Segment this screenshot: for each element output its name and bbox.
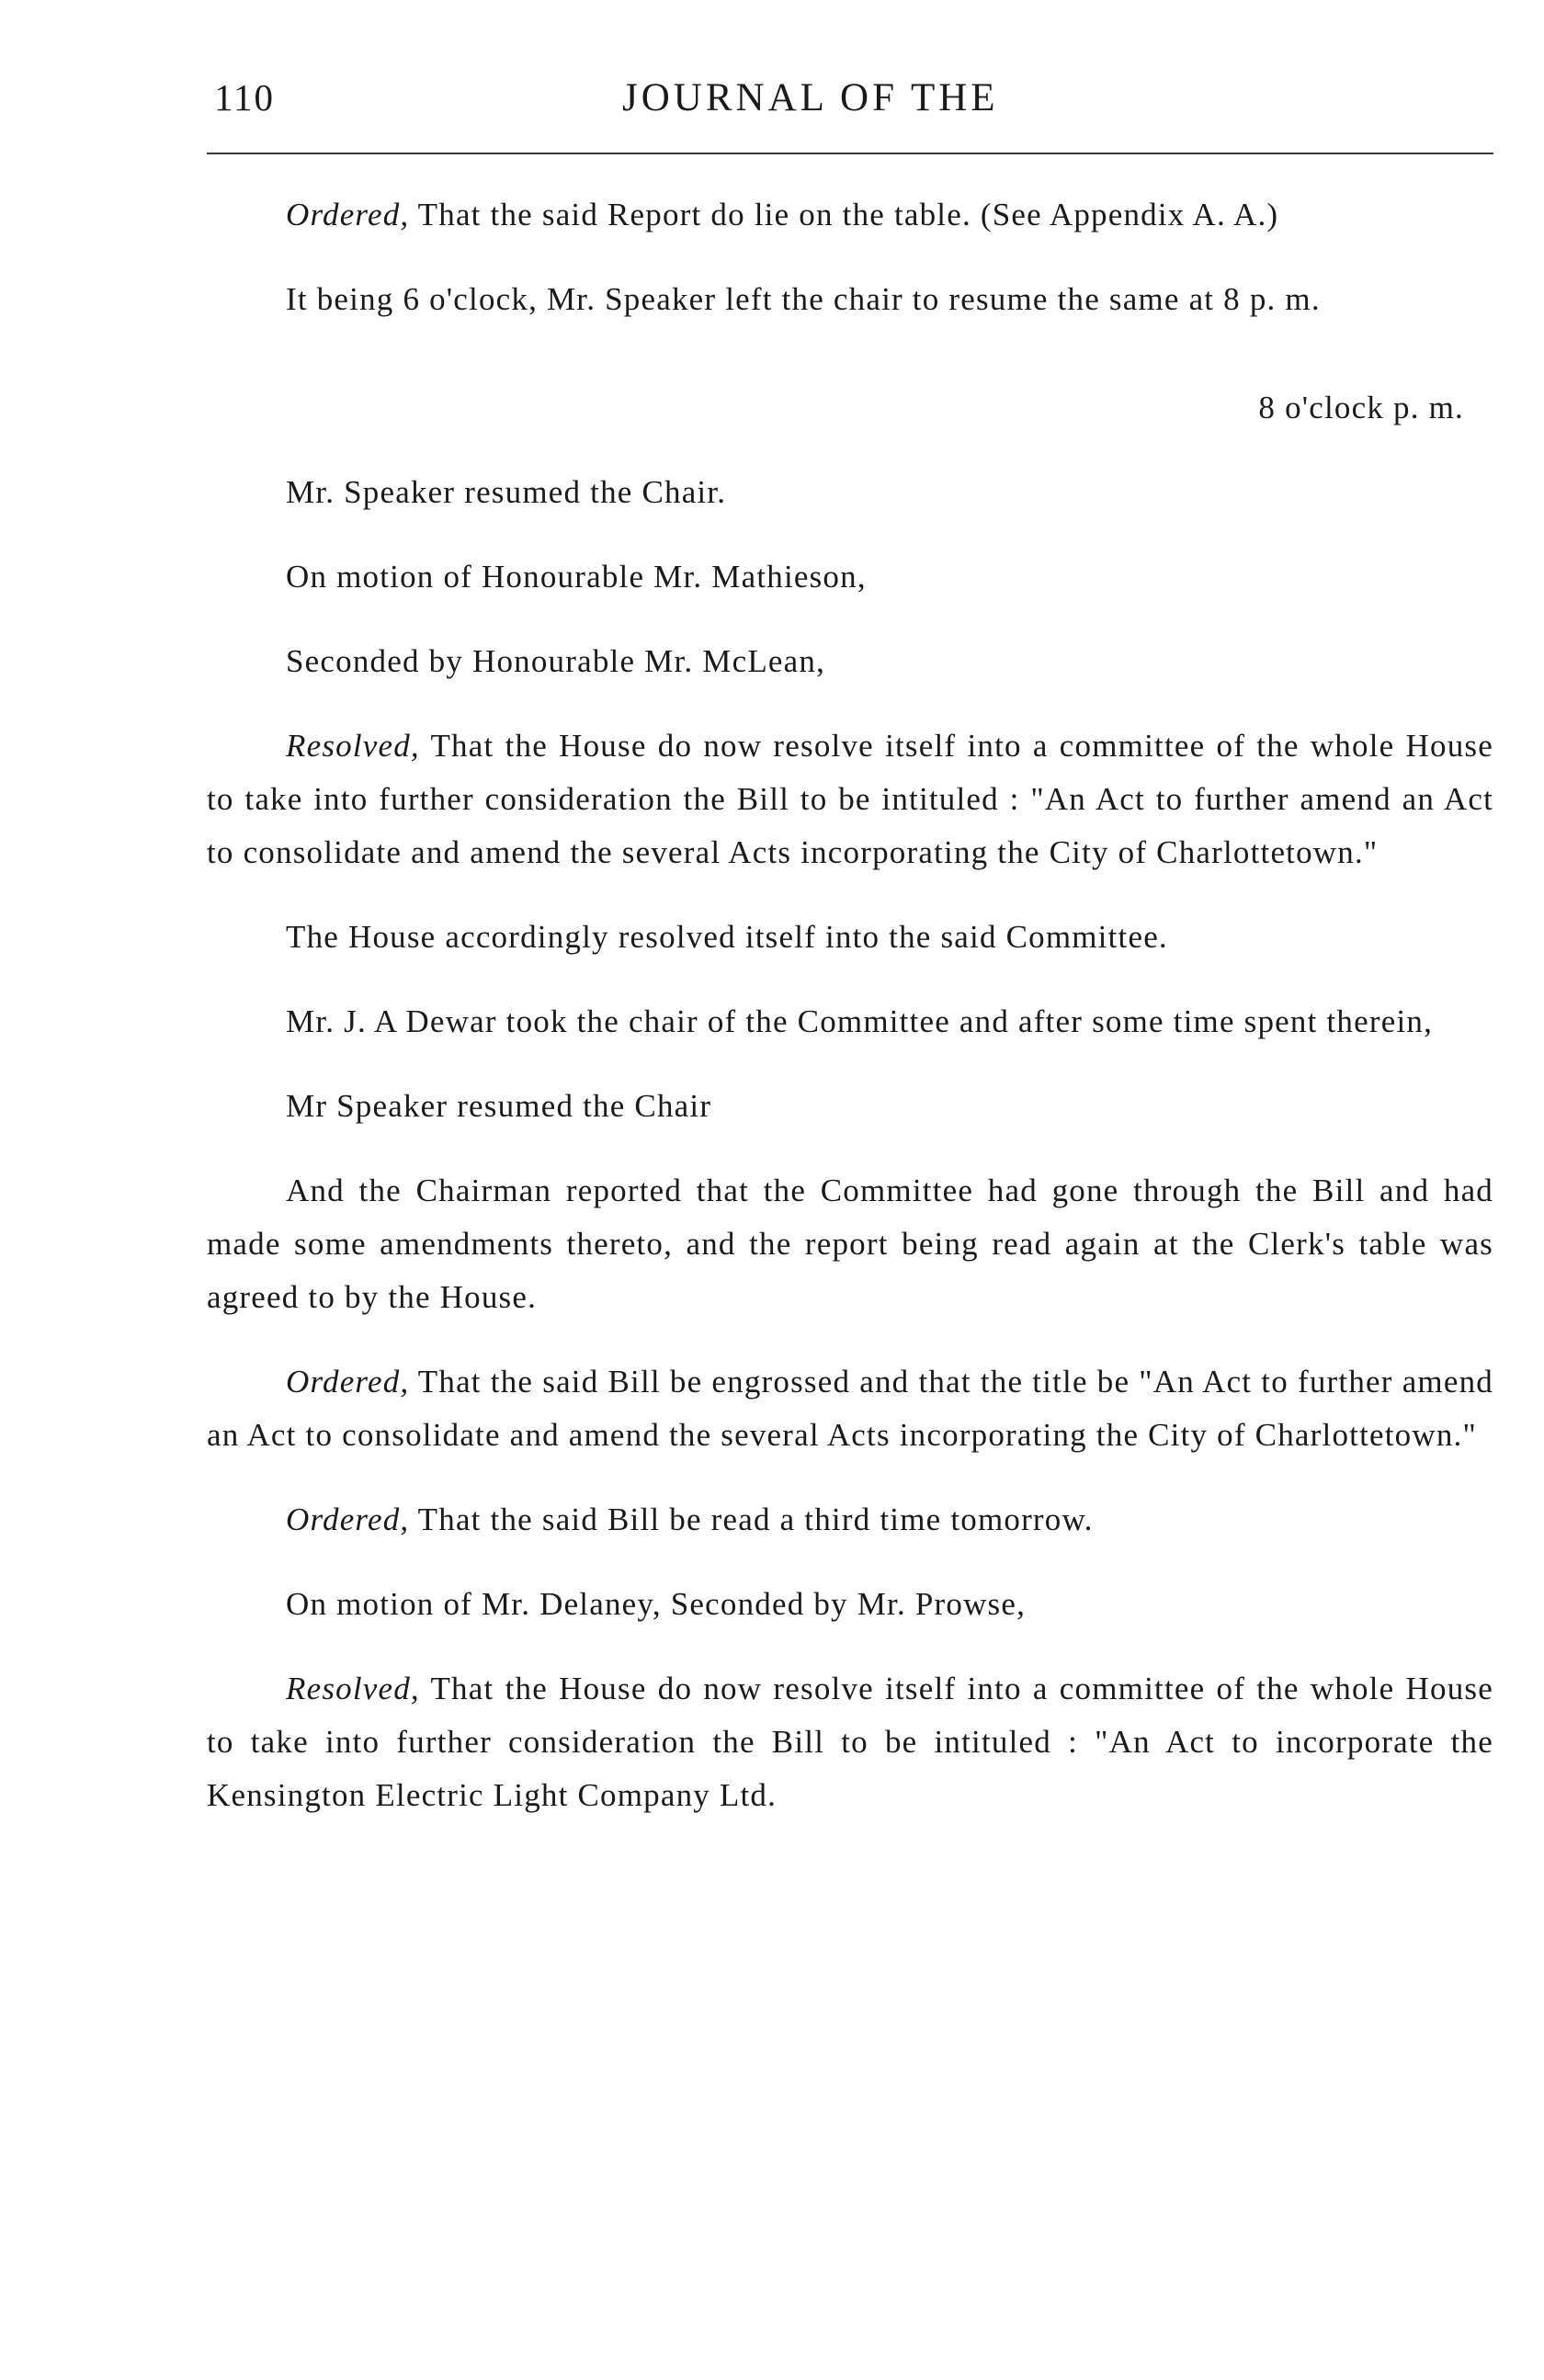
paragraph-lead: Ordered, bbox=[286, 1364, 410, 1400]
paragraph-ordered-engrossed bbox=[207, 1355, 1493, 1462]
paragraph-lead: Resolved, bbox=[286, 728, 420, 764]
paragraph-text: And the Chairman reported that the Committee had gone through the Bill and had made some amendments thereto, and the report being read again at the Clerk's table was agreed to by the House. bbox=[207, 1173, 1493, 1315]
paragraph-lead: Resolved, bbox=[286, 1671, 420, 1706]
paragraph-seconded-mclean bbox=[207, 635, 1493, 688]
paragraph-text: Seconded by Honourable Mr. McLean, bbox=[286, 643, 826, 679]
time-mark bbox=[207, 381, 1493, 435]
paragraph-text: That the said Report do lie on the table. (See Appendix A. A.) bbox=[417, 197, 1279, 232]
paragraph-chairman-reported bbox=[207, 1164, 1493, 1324]
paragraph-text: Mr. J. A Dewar took the chair of the Committee and after some time spent therein, bbox=[286, 1003, 1434, 1039]
paragraph-speaker-resumed-2 bbox=[207, 1080, 1493, 1133]
paragraph-text: That the said Bill be engrossed and that the title be "An Act to further amend an Act to consolidate and amend the several Acts incorporating the City of Charlottetown." bbox=[207, 1364, 1493, 1453]
paragraph-lead: Ordered, bbox=[286, 1502, 410, 1537]
paragraph-house-resolved bbox=[207, 911, 1493, 964]
paragraph-dewar-chair bbox=[207, 995, 1493, 1048]
paragraph-resolved-charlottetown bbox=[207, 720, 1493, 879]
paragraph-ordered-report bbox=[207, 188, 1493, 242]
running-head: JOURNAL OF THE bbox=[622, 76, 999, 119]
header-rule bbox=[207, 153, 1493, 154]
paragraph-lead: Ordered, bbox=[286, 197, 410, 232]
paragraph-text: That the said Bill be read a third time tomorrow. bbox=[417, 1502, 1094, 1537]
paragraph-text: On motion of Mr. Delaney, Seconded by Mr. Prowse, bbox=[286, 1586, 1027, 1622]
paragraph-text: That the House do now resolve itself into a committee of the whole House to take into further consideration the Bill to be intituled : "An Act to further amend an Act to consolidate and amend the several Acts incorporating the City of Charlottetown." bbox=[207, 728, 1493, 870]
paragraph-resolved-kensington bbox=[207, 1662, 1493, 1822]
paragraph-text: That the House do now resolve itself into a committee of the whole House to take into further consideration the Bill to be intituled : "An Act to incorporate the Kensington Electric Light Company Ltd. bbox=[207, 1671, 1493, 1813]
paragraph-ordered-third-reading bbox=[207, 1493, 1493, 1547]
page-header bbox=[207, 75, 1493, 130]
page-number: 110 bbox=[214, 76, 275, 119]
paragraph-text: It being 6 o'clock, Mr. Speaker left the chair to resume the same at 8 p. m. bbox=[286, 281, 1321, 317]
paragraph-text: Mr. Speaker resumed the Chair. bbox=[286, 474, 727, 510]
paragraph-speaker-resumed bbox=[207, 466, 1493, 519]
paragraph-text: 8 o'clock p. m. bbox=[1258, 390, 1464, 425]
paragraph-text: The House accordingly resolved itself into the said Committee. bbox=[286, 919, 1168, 955]
paragraph-recess bbox=[207, 273, 1493, 326]
journal-body bbox=[207, 188, 1493, 1853]
paragraph-text: On motion of Honourable Mr. Mathieson, bbox=[286, 559, 867, 595]
paragraph-motion-delaney bbox=[207, 1578, 1493, 1631]
paragraph-motion-mathieson bbox=[207, 550, 1493, 604]
paragraph-text: Mr Speaker resumed the Chair bbox=[286, 1088, 712, 1124]
